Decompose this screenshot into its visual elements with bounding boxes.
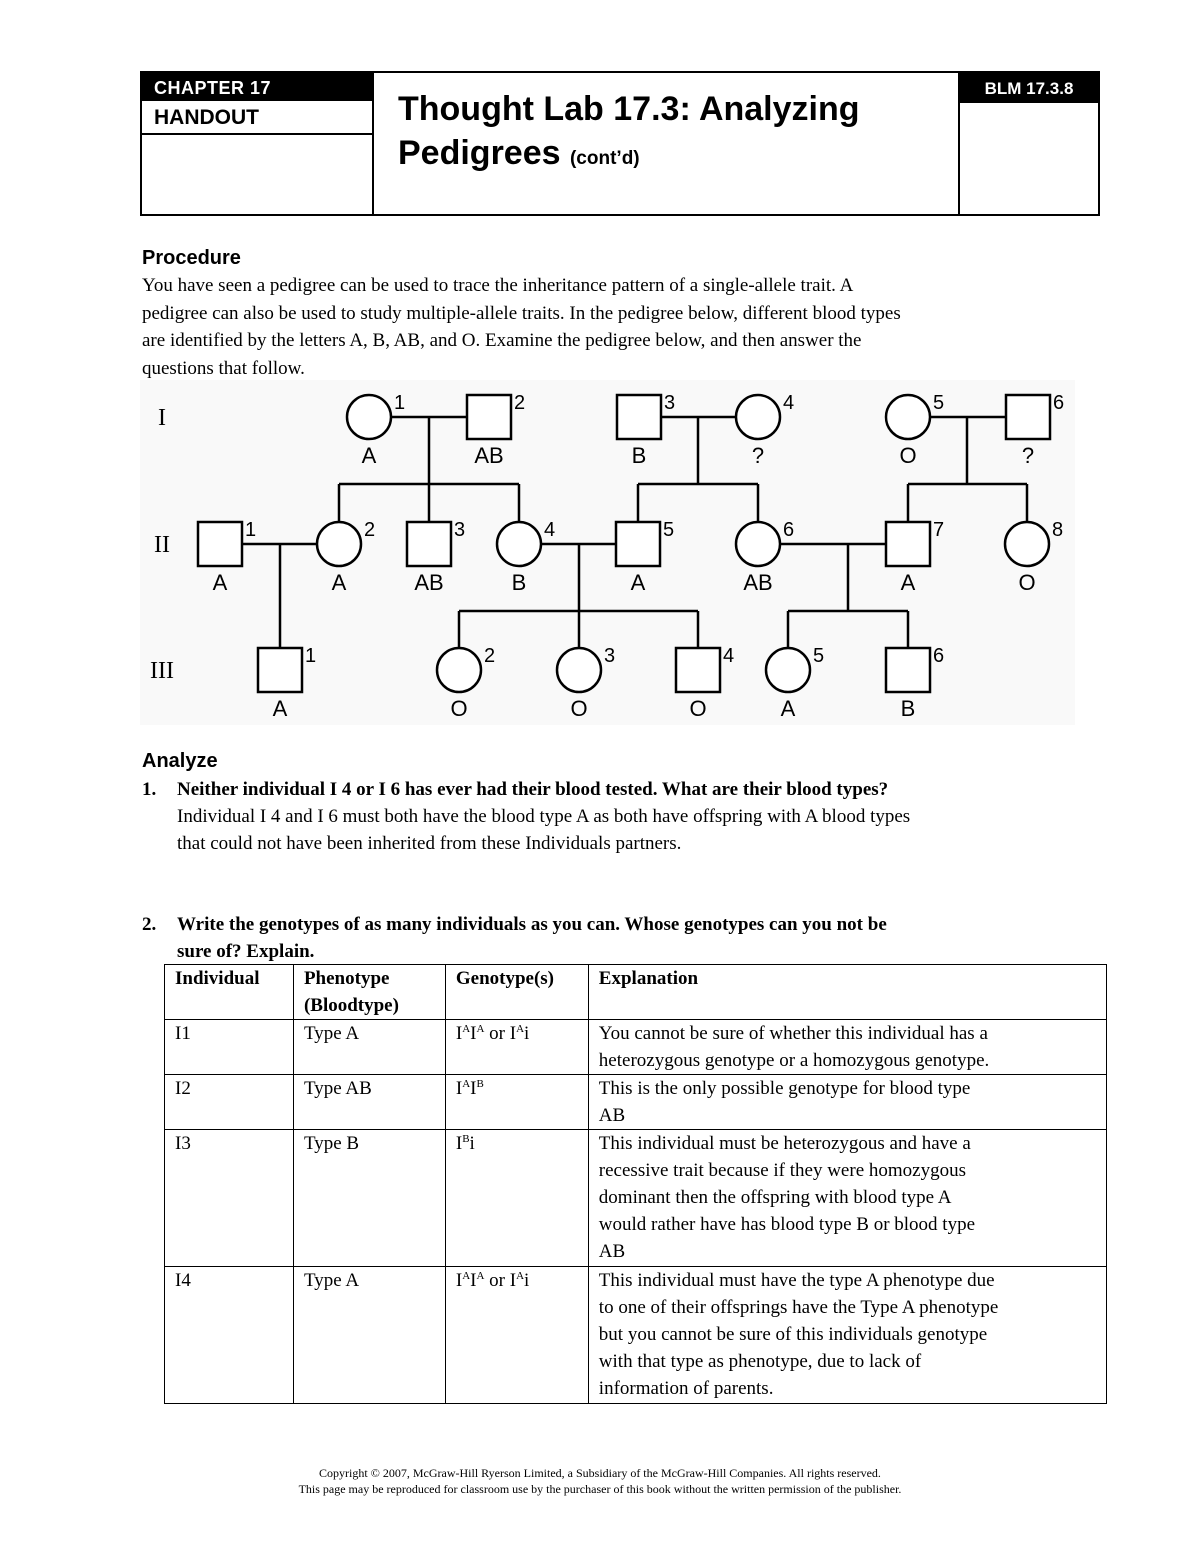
cell-individual: I1 xyxy=(165,1020,294,1075)
individual-iii-3-number: 3 xyxy=(604,645,616,667)
explanation-line: recessive trait because if they were homozygous xyxy=(598,1160,966,1181)
procedure-heading: Procedure xyxy=(142,247,241,269)
individual-i-4-bloodtype: ? xyxy=(751,443,765,468)
individual-i-4-female-symbol xyxy=(736,395,780,439)
cell-explanation xyxy=(588,1130,1106,1267)
individual-ii-1-number: 1 xyxy=(245,519,257,541)
individual-i-6-male-symbol xyxy=(1006,395,1050,439)
individual-ii-8-number: 8 xyxy=(1052,519,1064,541)
explanation-line: would rather have has blood type B or blood type xyxy=(598,1214,976,1235)
header-phenotype-line: Phenotype xyxy=(303,968,390,989)
title-line-2-text: Pedigrees xyxy=(398,134,561,172)
explanation-line: with that type as phenotype, due to lack of xyxy=(598,1351,922,1372)
geno-part: I xyxy=(455,1270,463,1291)
individual-i-3-bloodtype: B xyxy=(631,443,647,468)
individual-ii-4-bloodtype: B xyxy=(511,570,527,595)
individual-i-5-female-symbol xyxy=(886,395,930,439)
header-genotype: Genotype(s) xyxy=(445,965,588,1020)
individual-iii-1-male-symbol xyxy=(258,648,302,692)
explanation-line: heterozygous genotype or a homozygous genotype. xyxy=(598,1050,990,1071)
explanation-line: This individual must have the type A phenotype due xyxy=(598,1270,995,1291)
individual-i-6-bloodtype: ? xyxy=(1021,443,1035,468)
individual-i-2-bloodtype: AB xyxy=(474,443,504,468)
individual-ii-3-bloodtype: AB xyxy=(414,570,444,595)
individual-ii-1-male-symbol xyxy=(198,522,242,566)
geno-part: or I xyxy=(484,1270,517,1291)
geno-part: I xyxy=(455,1133,463,1154)
individual-i-1-female-symbol xyxy=(347,395,391,439)
individual-i-2-male-symbol xyxy=(467,395,511,439)
question-2-number: 2. xyxy=(142,914,157,935)
individual-iii-6-male-symbol xyxy=(886,648,930,692)
question-1-number: 1. xyxy=(142,779,157,800)
individual-ii-4-female-symbol xyxy=(497,522,541,566)
individual-iii-6-bloodtype: B xyxy=(900,696,916,721)
individual-i-3-number: 3 xyxy=(664,392,676,414)
individual-iii-2-female-symbol xyxy=(437,648,481,692)
analyze-heading: Analyze xyxy=(142,750,218,772)
header-explanation: Explanation xyxy=(588,965,1106,1020)
answer-1-line: that could not have been inherited from these Individuals partners. xyxy=(177,833,682,854)
geno-sup: A xyxy=(462,1078,471,1090)
explanation-line: You cannot be sure of whether this individual has a xyxy=(598,1023,988,1044)
explanation-line: AB xyxy=(598,1105,626,1126)
geno-part: i xyxy=(469,1133,475,1154)
individual-iii-4-bloodtype: O xyxy=(689,696,707,721)
answer-1-line: Individual I 4 and I 6 must both have the blood type A as both have offspring with A blood types xyxy=(177,806,911,827)
geno-part: i xyxy=(524,1023,530,1044)
geno-sup: A xyxy=(462,1023,471,1035)
individual-ii-7-number: 7 xyxy=(933,519,945,541)
individual-ii-8-female-symbol xyxy=(1005,522,1049,566)
individual-ii-4-number: 4 xyxy=(544,519,556,541)
individual-ii-2-female-symbol xyxy=(317,522,361,566)
individual-ii-8-bloodtype: O xyxy=(1018,570,1036,595)
header-right-panel xyxy=(958,73,1098,214)
geno-part: I xyxy=(470,1078,477,1099)
individual-ii-3-number: 3 xyxy=(454,519,466,541)
individual-i-2-number: 2 xyxy=(514,392,526,414)
individual-iii-5-number: 5 xyxy=(813,645,825,667)
individual-ii-6-number: 6 xyxy=(783,519,795,541)
table-row xyxy=(165,1020,1107,1075)
table-header-row xyxy=(165,965,1107,1020)
cell-genotype xyxy=(445,1267,588,1404)
footer-line: This page may be reproduced for classroom use by the purchaser of this book without the written permission of the publisher. xyxy=(298,1482,902,1496)
generation-label: I xyxy=(158,405,166,431)
generation-label: II xyxy=(154,532,170,558)
explanation-line: information of parents. xyxy=(598,1378,774,1399)
page-title xyxy=(398,87,958,181)
footer-line: Copyright © 2007, McGraw-Hill Ryerson Limited, a Subsidiary of the McGraw-Hill Companies. All rights reserved. xyxy=(319,1466,881,1480)
explanation-line: but you cannot be sure of this individuals genotype xyxy=(598,1324,988,1345)
question-1-body xyxy=(177,776,910,857)
individual-iii-5-bloodtype: A xyxy=(780,696,796,721)
individual-ii-7-bloodtype: A xyxy=(900,570,916,595)
explanation-line: dominant then the offspring with blood type A xyxy=(598,1187,952,1208)
question-2 xyxy=(142,911,1102,965)
cell-individual: I3 xyxy=(165,1130,294,1267)
geno-part: I xyxy=(470,1270,477,1291)
cell-genotype xyxy=(445,1130,588,1267)
cell-explanation xyxy=(588,1267,1106,1404)
title-line-2 xyxy=(398,131,958,181)
geno-sup: B xyxy=(476,1078,484,1090)
explanation-line: to one of their offsprings have the Type A phenotype xyxy=(598,1297,999,1318)
copyright-footer xyxy=(0,1465,1200,1497)
cell-individual: I4 xyxy=(165,1267,294,1404)
cell-phenotype: Type A xyxy=(293,1020,445,1075)
table-row xyxy=(165,1267,1107,1404)
individual-iii-1-number: 1 xyxy=(305,645,317,667)
individual-ii-5-bloodtype: A xyxy=(630,570,646,595)
geno-part: i xyxy=(524,1270,530,1291)
table-row xyxy=(165,1130,1107,1267)
geno-sup: A xyxy=(516,1023,525,1035)
cell-explanation xyxy=(588,1075,1106,1130)
question-2-text xyxy=(177,911,887,965)
individual-ii-5-male-symbol xyxy=(616,522,660,566)
geno-part: or I xyxy=(484,1023,517,1044)
geno-part: I xyxy=(455,1023,463,1044)
blm-label: BLM 17.3.8 xyxy=(960,73,1098,103)
cell-genotype xyxy=(445,1020,588,1075)
individual-i-5-bloodtype: O xyxy=(899,443,917,468)
genotype-table xyxy=(164,964,1107,1404)
handout-label: HANDOUT xyxy=(142,101,372,135)
handout-header xyxy=(140,71,1100,216)
individual-ii-6-female-symbol xyxy=(736,522,780,566)
geno-sup: A xyxy=(516,1270,525,1282)
header-phenotype-line: (Bloodtype) xyxy=(303,995,399,1016)
individual-iii-5-female-symbol xyxy=(766,648,810,692)
chapter-label: CHAPTER 17 xyxy=(142,73,372,101)
individual-i-3-male-symbol xyxy=(617,395,661,439)
individual-iii-6-number: 6 xyxy=(933,645,945,667)
individual-iii-3-female-symbol xyxy=(557,648,601,692)
geno-sup: A xyxy=(462,1270,471,1282)
title-suffix: (cont’d) xyxy=(569,148,640,169)
procedure-line: You have seen a pedigree can be used to trace the inheritance pattern of a single-allele trait. A xyxy=(142,275,854,296)
individual-ii-1-bloodtype: A xyxy=(212,570,228,595)
header-left-panel xyxy=(142,73,374,214)
individual-i-5-number: 5 xyxy=(933,392,945,414)
individual-ii-7-male-symbol xyxy=(886,522,930,566)
individual-iii-4-male-symbol xyxy=(676,648,720,692)
question-2-line: sure of? Explain. xyxy=(177,941,315,962)
generation-label: III xyxy=(150,658,174,684)
procedure-text xyxy=(142,272,1102,382)
header-phenotype xyxy=(293,965,445,1020)
procedure-line: are identified by the letters A, B, AB, and O. Examine the pedigree below, and then answer the xyxy=(142,330,862,351)
cell-explanation xyxy=(588,1020,1106,1075)
individual-iii-1-bloodtype: A xyxy=(272,696,288,721)
individual-ii-2-number: 2 xyxy=(364,519,376,541)
cell-genotype xyxy=(445,1075,588,1130)
individual-iii-3-bloodtype: O xyxy=(570,696,588,721)
individual-iii-4-number: 4 xyxy=(723,645,735,667)
geno-part: I xyxy=(470,1023,477,1044)
individual-iii-2-bloodtype: O xyxy=(450,696,468,721)
question-1 xyxy=(142,776,1102,858)
pedigree-chart xyxy=(140,380,1075,725)
title-line-1: Thought Lab 17.3: Analyzing xyxy=(398,90,860,128)
geno-sup: A xyxy=(476,1023,485,1035)
individual-ii-2-bloodtype: A xyxy=(331,570,347,595)
explanation-line: This is the only possible genotype for blood type xyxy=(598,1078,971,1099)
header-individual: Individual xyxy=(165,965,294,1020)
individual-i-4-number: 4 xyxy=(783,392,795,414)
individual-ii-5-number: 5 xyxy=(663,519,675,541)
pedigree-svg xyxy=(140,380,1075,725)
cell-phenotype: Type B xyxy=(293,1130,445,1267)
cell-phenotype: Type AB xyxy=(293,1075,445,1130)
procedure-line: questions that follow. xyxy=(142,357,305,379)
cell-phenotype: Type A xyxy=(293,1267,445,1404)
geno-part: I xyxy=(455,1078,463,1099)
individual-ii-3-male-symbol xyxy=(407,522,451,566)
geno-sup: A xyxy=(476,1270,485,1282)
question-2-line: Write the genotypes of as many individuals as you can. Whose genotypes can you not be xyxy=(177,914,887,935)
explanation-line: This individual must be heterozygous and have a xyxy=(598,1133,971,1154)
individual-i-1-number: 1 xyxy=(394,392,406,414)
explanation-line: AB xyxy=(598,1241,626,1262)
individual-i-6-number: 6 xyxy=(1053,392,1065,414)
individual-iii-2-number: 2 xyxy=(484,645,496,667)
table-row xyxy=(165,1075,1107,1130)
individual-ii-6-bloodtype: AB xyxy=(743,570,773,595)
individual-i-1-bloodtype: A xyxy=(361,443,377,468)
cell-individual: I2 xyxy=(165,1075,294,1130)
geno-sup: B xyxy=(462,1133,470,1145)
procedure-line: pedigree can also be used to study multiple-allele traits. In the pedigree below, different blood types xyxy=(142,302,901,324)
question-1-text: Neither individual I 4 or I 6 has ever had their blood tested. What are their blood types? xyxy=(177,779,889,800)
